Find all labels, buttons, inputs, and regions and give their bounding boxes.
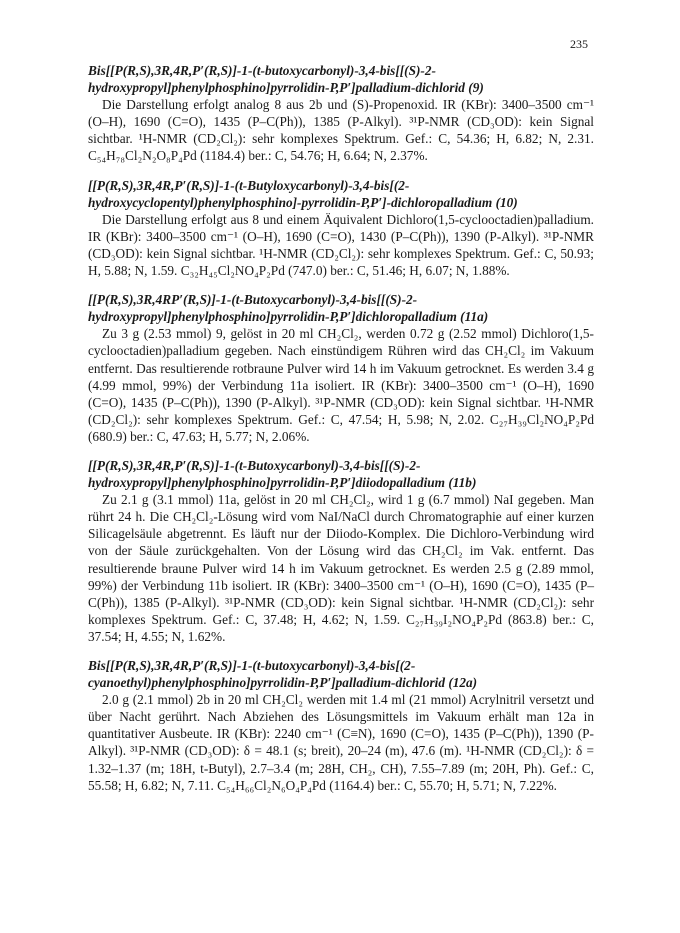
compound-procedure: Zu 2.1 g (3.1 mmol) 11a, gelöst in 20 ml CH₂Cl₂, wird 1 g (6.7 mmol) NaI gegeben. Man rührt 24 h. Die CH₂Cl₂-Lösung wird vom NaI/NaCl durch Chromatographie auf einer kurzen Silicagelsäule abgetrennt. Es läuft nur der Diiodo-Komplex. Die Dichloro-Verbindung wird von der Säule zurückgehalten. Von der Lösung wird das CH₂Cl₂ im Vak. entfernt. Das resultierende braune Pulver wird 14 h im Vakuum getrocknet. Es werden 2.5 g (2.89 mmol, 99%) der Verbindung 11b isoliert. IR (KBr): 3400–3500 cm⁻¹ (O–H), 1690 (C=O), 1435 (P–C(Ph)), 1385 (P-Alkyl). ³¹P-NMR (CD₃OD): kein Signal sichtbar. ¹H-NMR (CD₂Cl₂): sehr komplexes Spektrum. Gef.: C, 37.48; H, 4.62; N, 1.59. C₂₇H₃₉I₂NO₄P₂Pd (863.8) ber.: C, 37.54; H, 4.55; N, 1.62%. [88, 492, 594, 644]
compound-title: [[P(R,S),3R,4RP′(R,S)]-1-(t-Butoxycarbonyl)-3,4-bis[[(S)-2-hydroxypropyl]phenylphosphino]pyrrolidin-P,P′]dichloropalladium (11a) [88, 292, 489, 325]
compound-entry-9 [88, 62, 594, 165]
compound-entry-11a [88, 291, 594, 445]
compound-procedure: Die Darstellung erfolgt analog 8 aus 2b und (S)-Propenoxid. IR (KBr): 3400–3500 cm⁻¹ (O–H), 1690 (C=O), 1435 (P–C(Ph)), 1385 (P-Alkyl). ³¹P-NMR (CD₃OD): kein Signal sichtbar. ¹H-NMR (CD₂Cl₂): sehr komplexes Spektrum. Gef.: C, 54.36; H, 6.82; N, 2.31. C₅₄H₇₈Cl₂N₂O₈P₄Pd (1184.4) ber.: C, 54.76; H, 6.64; N, 2.37%. [88, 97, 594, 164]
compound-procedure: 2.0 g (2.1 mmol) 2b in 20 ml CH₂Cl₂ werden mit 1.4 ml (21 mmol) Acrylnitril versetzt und über Nacht gerührt. Nach Abziehen des Lösungsmittels im Vakuum erhält man 12a in quantitativer Ausbeute. IR (KBr): 2240 cm⁻¹ (C≡N), 1690 (C=O), 1435 (P–C(Ph)), 1390 (P-Alkyl). ³¹P-NMR (CD₃OD): δ = 48.1 (s; breit), 20–24 (m), 47.6 (m). ¹H-NMR (CD₂Cl₂): δ = 1.32–1.37 (m; 18H, t-Butyl), 2.7–3.4 (m; 28H, CH₂, CH), 7.55–7.89 (m; 20H, Ph). Gef.: C, 55.58; H, 6.82; N, 7.11. C₅₄H₆₆Cl₂N₆O₄P₄Pd (1164.4) ber.: C, 55.70; H, 5.71; N, 7.22%. [88, 692, 594, 793]
compound-title: Bis[[P(R,S),3R,4R,P′(R,S)]-1-(t-butoxycarbonyl)-3,4-bis[(2-cyanoethyl)phenylphosphino]pyrrolidin-P,P′]palladium-dichlorid (12a) [88, 658, 478, 691]
compound-procedure: Die Darstellung erfolgt aus 8 und einem Äquivalent Dichloro(1,5-cyclooctadien)palladium. IR (KBr): 3400–3500 cm⁻¹ (O–H), 1690 (C=O), 1430 (P–C(Ph)), 1390 (P-Alkyl). ³¹P-NMR (CD₃OD): kein Signal sichtbar. ¹H-NMR (CD₂Cl₂): sehr komplexes Spektrum. Gef.: C, 50.93; H, 5.88; N, 1.59. C₃₂H₄₅Cl₂NO₄P₂Pd (747.0) ber.: C, 51.46; H, 6.07; N, 1.88%. [88, 211, 594, 279]
page-content [88, 62, 594, 806]
compound-title: [[P(R,S),3R,4R,P′(R,S)]-1-(t-Butoxycarbonyl)-3,4-bis[[(S)-2-hydroxypropyl]phenylphosphino]pyrrolidin-P,P′]diiodopalladium (11b) [88, 457, 477, 491]
compound-title: [[P(R,S),3R,4R,P′(R,S)]-1-(t-Butyloxycarbonyl)-3,4-bis[(2-hydroxycyclopentyl)phenylphosphino]-pyrrolidin-P,P′]-dichloropalladium (10) [88, 177, 518, 210]
page-number: 235 [570, 37, 588, 51]
compound-title: Bis[[P(R,S),3R,4R,P′(R,S)]-1-(t-butoxycarbonyl)-3,4-bis[[(S)-2-hydroxypropyl]phenylphosphino]pyrrolidin-P,P′]palladium-dichlorid (9) [88, 63, 484, 96]
compound-procedure: Zu 3 g (2.53 mmol) 9, gelöst in 20 ml CH₂Cl₂, werden 0.72 g (2.52 mmol) Dichloro(1,5-cyclooctadien)palladium gegeben. Nach einstündigem Rühren wird das CH₂Cl₂ im Vakuum entfernt. Das resultierende rotbraune Pulver wird 14 h im Vakuum getrocknet. Es werden 3.4 g (4.99 mmol, 99%) der Verbindung 11a isoliert. IR (KBr): 3400–3500 cm⁻¹ (O–H), 1690 (C=O), 1435 (P–C(Ph)), 1390 (P-Alkyl). ³¹P-NMR (CD₃OD): kein Signal sichtbar. ¹H-NMR (CD₂Cl₂): sehr komplexes Spektrum. Gef.: C, 47.54; H, 5.98; N, 2.02. C₂₇H₃₉Cl₂NO₄P₂Pd (680.9) ber.: C, 47.63; H, 5.77; N, 2.06%. [88, 326, 594, 444]
compound-entry-10 [88, 177, 594, 280]
compound-entry-12a [88, 657, 594, 794]
compound-entry-11b [88, 457, 594, 645]
